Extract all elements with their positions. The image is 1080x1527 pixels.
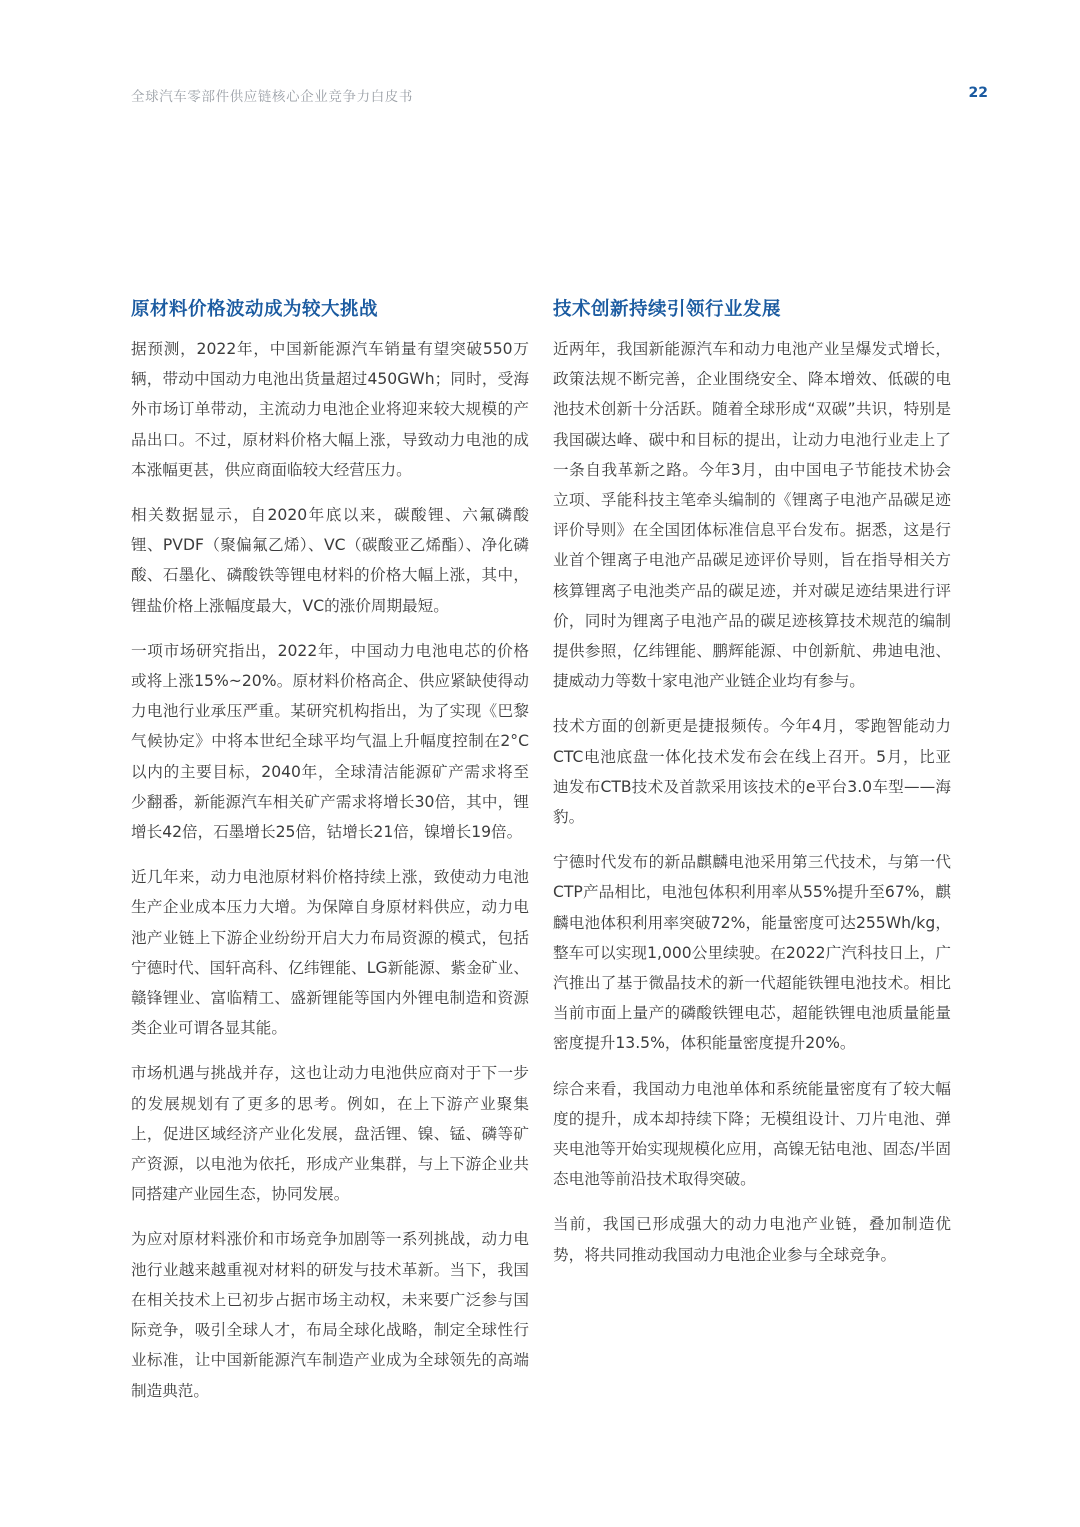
paragraph: 当前，我国已形成强大的动力电池产业链，叠加制造优势，将共同推动我国动力电池企业参与全球竞争。 <box>553 1215 951 1264</box>
page-number: 22 <box>968 85 988 101</box>
right-column <box>553 295 951 1285</box>
running-header-title: 全球汽车零部件供应链核心企业竞争力白皮书 <box>131 89 413 105</box>
section-title-raw-material: 原材料价格波动成为较大挑战 <box>131 299 379 320</box>
left-column <box>131 295 529 1421</box>
paragraph: 市场机遇与挑战并存，这也让动力电池供应商对于下一步的发展规划有了更多的思考。例如，在上下游产业聚集上，促进区域经济产业化发展，盘活锂、镍、锰、磷等矿产资源，以电池为依托，形成产业集群，与上下游企业共同搭建产业园生态，协同发展。 <box>131 1064 529 1204</box>
paragraph: 宁德时代发布的新品麒麟电池采用第三代技术，与第一代CTP产品相比，电池包体积利用率从55%提升至67%，麒麟电池体积利用率突破72%，能量密度可达255Wh/kg，整车可以实现1,000公里续驶。在2022广汽科技日上，广汽推出了基于微晶技术的新一代超能铁锂电池技术。相比当前市面上量产的磷酸铁锂电芯，超能铁锂电池质量能量密度提升13.5%，体积能量密度提升20%。 <box>553 853 951 1053</box>
paragraph: 一项市场研究指出，2022年，中国动力电池电芯的价格或将上涨15%~20%。原材料价格高企、供应紧缺使得动力电池行业承压严重。某研究机构指出，为了实现《巴黎气候协定》中将本世纪全球平均气温上升幅度控制在2°C以内的主要目标，2040年，全球清洁能源矿产需求将至少翻番，新能源汽车相关矿产需求将增长30倍，其中，锂增长42倍，石墨增长25倍，钴增长21倍，镍增长19倍。 <box>131 641 529 842</box>
paragraph: 为应对原材料涨价和市场竞争加剧等一系列挑战，动力电池行业越来越重视对材料的研发与技术革新。当下，我国在相关技术上已初步占据市场主动权，未来要广泛参与国际竞争，吸引全球人才，布局全球化战略，制定全球性行业标准，让中国新能源汽车制造产业成为全球领先的高端制造典范。 <box>131 1230 529 1400</box>
section-title-tech-innovation: 技术创新持续引领行业发展 <box>553 299 782 320</box>
paragraph: 据预测，2022年，中国新能源汽车销量有望突破550万辆，带动中国动力电池出货量超过450GWh；同时，受海外市场订单带动，主流动力电池企业将迎来较大规模的产品出口。不过，原材料价格大幅上涨，导致动力电池的成本涨幅更甚，供应商面临较大经营压力。 <box>131 340 529 479</box>
paragraph: 近两年，我国新能源汽车和动力电池产业呈爆发式增长，政策法规不断完善，企业围绕安全、降本增效、低碳的电池技术创新十分活跃。随着全球形成“双碳”共识，特别是我国碳达峰、碳中和目标的提出，让动力电池行业走上了一条自我革新之路。今年3月，由中国电子节能技术协会立项、孚能科技主笔牵头编制的《锂离子电池产品碳足迹评价导则》在全国团体标准信息平台发布。据悉，这是行业首个锂离子电池产品碳足迹评价导则，旨在指导相关方核算锂离子电池类产品的碳足迹，并对碳足迹结果进行评价，同时为锂离子电池产品的碳足迹核算技术规范的编制提供参照，亿纬锂能、鹏辉能源、中创新航、弗迪电池、捷威动力等数十家电池产业链企业均有参与。 <box>553 340 951 691</box>
paragraph: 近几年来，动力电池原材料价格持续上涨，致使动力电池生产企业成本压力大增。为保障自身原材料供应，动力电池产业链上下游企业纷纷开启大力布局资源的模式，包括宁德时代、国轩高科、亿纬锂能、LG新能源、紫金矿业、赣锋锂业、富临精工、盛新锂能等国内外锂电制造和资源类企业可谓各显其能。 <box>131 868 529 1038</box>
paragraph: 综合来看，我国动力电池单体和系统能量密度有了较大幅度的提升，成本却持续下降；无模组设计、刀片电池、弹夹电池等开始实现规模化应用，高镍无钴电池、固态/半固态电池等前沿技术取得突破。 <box>553 1079 951 1189</box>
paragraph: 相关数据显示，自2020年底以来，碳酸锂、六氟磷酸锂、PVDF（聚偏氟乙烯）、VC（碳酸亚乙烯酯）、净化磷酸、石墨化、磷酸铁等锂电材料的价格大幅上涨，其中，锂盐价格上涨幅度最大，VC的涨价周期最短。 <box>131 506 529 615</box>
paragraph: 技术方面的创新更是捷报频传。今年4月，零跑智能动力CTC电池底盘一体化技术发布会在线上召开。5月，比亚迪发布CTB技术及首款采用该技术的e平台3.0车型——海豹。 <box>553 717 951 827</box>
